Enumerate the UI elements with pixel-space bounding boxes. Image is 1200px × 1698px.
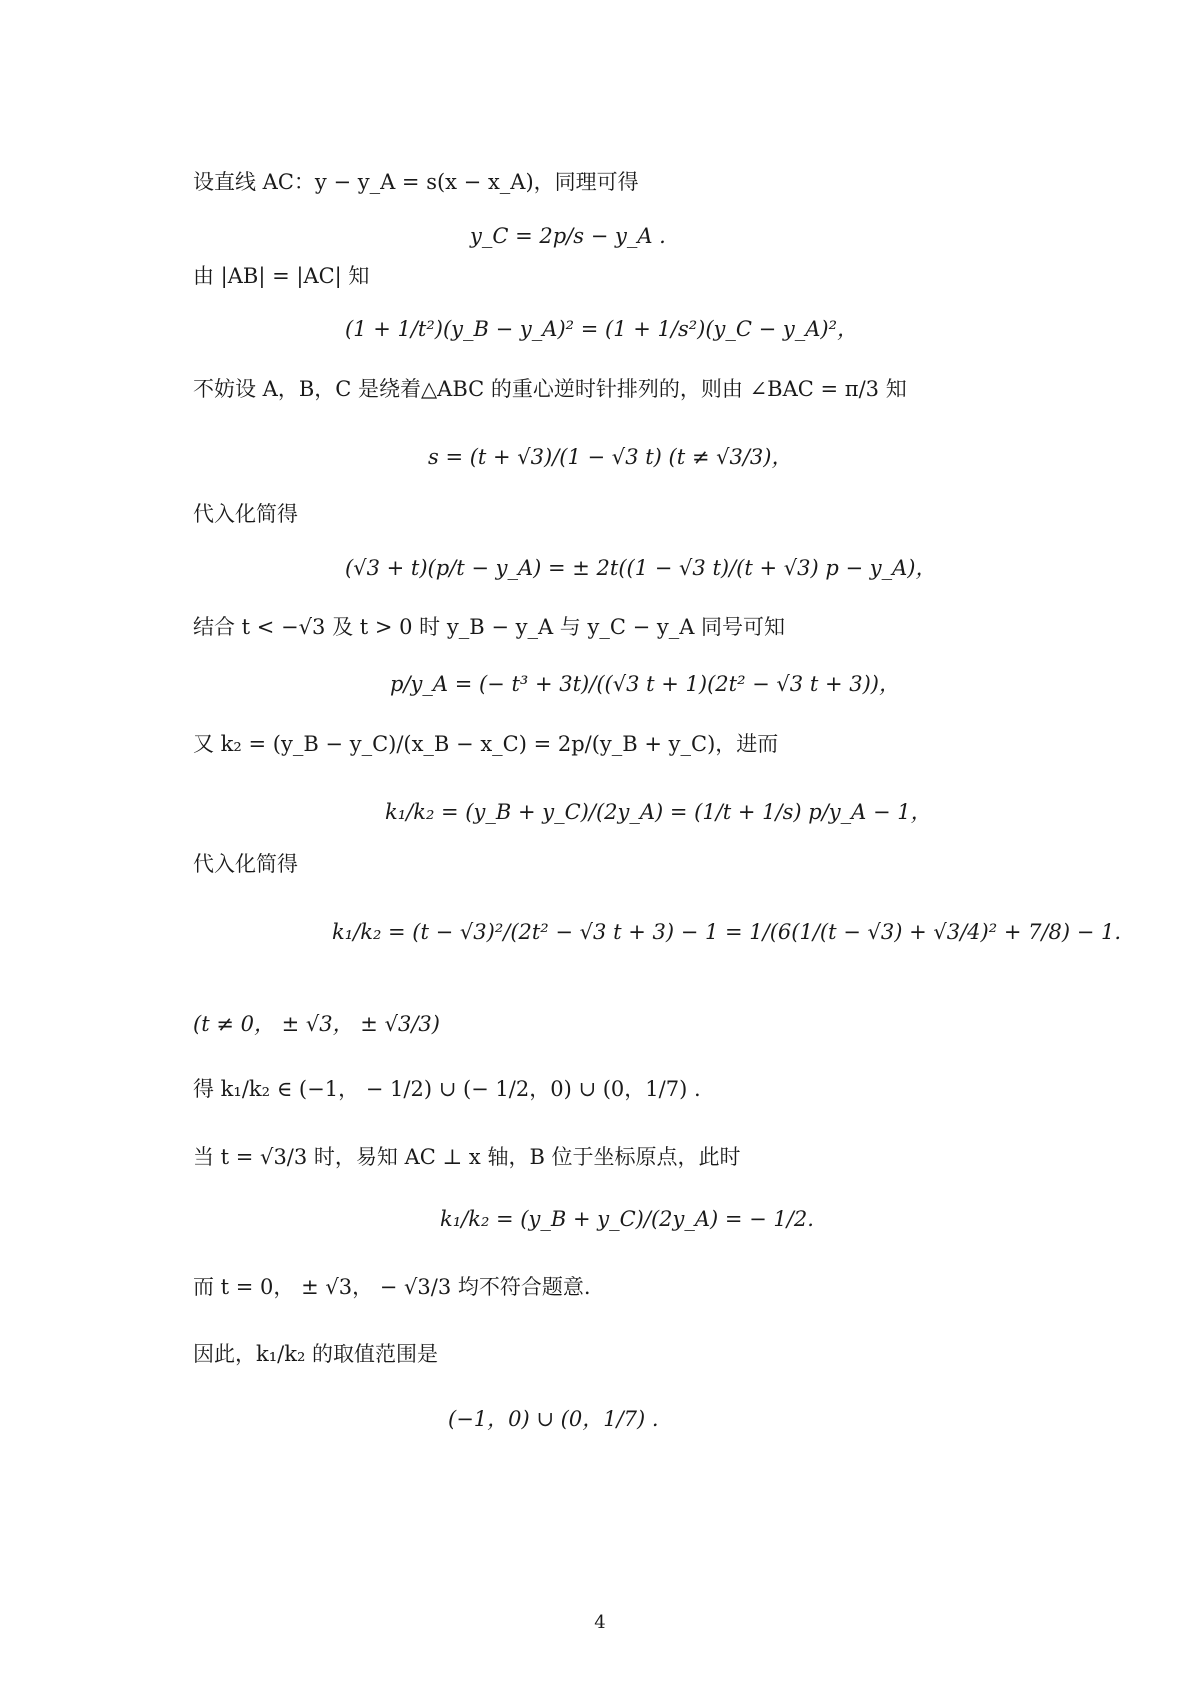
- text-line-9: 当 t = √3/3 时，易知 AC ⊥ x 轴，B 位于坐标原点，此时: [193, 1145, 741, 1169]
- equation-ratio-2: k₁/k₂ = (t − √3)²/(2t² − √3 t + 3) − 1 = 1/(6(1/(t − √3) + √3/4)² + 7/8) − 1.: [332, 920, 1122, 944]
- text-line-5: 结合 t < −√3 及 t > 0 时 y_B − y_A 与 y_C − y_A 同号可知: [193, 615, 786, 639]
- text-line-11: 因此，k₁/k₂ 的取值范围是: [193, 1342, 439, 1366]
- equation-p-over-ya: p/y_A = (− t³ + 3t)/((√3 t + 1)(2t² − √3 t + 3))，: [390, 672, 900, 696]
- text-line-8: 得 k₁/k₂ ∈ (−1， − 1/2) ∪ (− 1/2，0) ∪ (0，1/7) .: [193, 1077, 701, 1101]
- equation-final-range: (−1，0) ∪ (0，1/7) .: [448, 1407, 659, 1431]
- text-line-7: 代入化简得: [193, 852, 298, 876]
- text-line-6: 又 k₂ = (y_B − y_C)/(x_B − x_C) = 2p/(y_B + y_C)，进而: [193, 732, 779, 756]
- text-line-3: 不妨设 A，B，C 是绕着△ABC 的重心逆时针排列的，则由 ∠BAC = π/3 知: [193, 377, 907, 401]
- equation-special-case: k₁/k₂ = (y_B + y_C)/(2y_A) = − 1/2.: [440, 1207, 814, 1231]
- equation-yc: y_C = 2p/s − y_A .: [470, 224, 666, 248]
- equation-conditions: (t ≠ 0， ± √3， ± √3/3): [193, 1012, 440, 1036]
- text-line-2: 由 |AB| = |AC| 知: [193, 264, 370, 288]
- page-number: 4: [594, 1612, 606, 1633]
- text-line-10: 而 t = 0， ± √3， − √3/3 均不符合题意.: [193, 1275, 591, 1299]
- text-line-1: 设直线 AC：y − y_A = s(x − x_A)，同理可得: [193, 170, 639, 194]
- equation-substitution: (√3 + t)(p/t − y_A) = ± 2t((1 − √3 t)/(t + √3) p − y_A)，: [345, 556, 937, 580]
- equation-s: s = (t + √3)/(1 − √3 t) (t ≠ √3/3)，: [428, 445, 793, 469]
- equation-distance: (1 + 1/t²)(y_B − y_A)² = (1 + 1/s²)(y_C − y_A)²，: [345, 317, 859, 341]
- equation-ratio-1: k₁/k₂ = (y_B + y_C)/(2y_A) = (1/t + 1/s) p/y_A − 1，: [385, 800, 932, 824]
- text-line-4: 代入化简得: [193, 502, 298, 526]
